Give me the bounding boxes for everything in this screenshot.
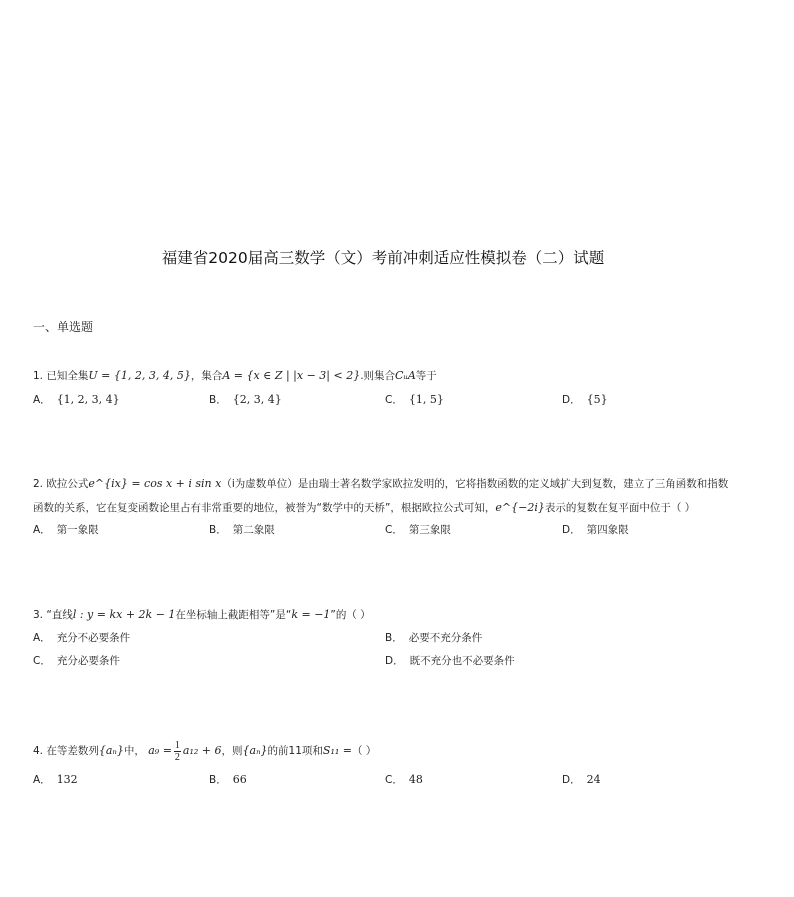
question-number: 4. [33, 745, 44, 757]
section-heading: 一、单选题 [33, 320, 94, 334]
option-text: 充分必要条件 [56, 655, 120, 667]
question-number: 3. [33, 609, 44, 621]
question-text: “直线 [46, 609, 73, 621]
question-text: 函数的关系，它在复变函数论里占有非常重要的地位，被誉为“数学中的天桥”，根据欧拉公式可知， [33, 502, 496, 514]
option-letter: D． [562, 394, 581, 406]
option-letter: D． [385, 655, 404, 667]
option-b [209, 522, 275, 537]
option-d [385, 653, 515, 668]
option-text: 66 [232, 773, 247, 786]
option-letter: B． [209, 394, 227, 406]
option-text: 24 [586, 773, 601, 786]
question-4 [33, 738, 376, 764]
question-text: ，则 [221, 745, 243, 757]
option-b [385, 630, 482, 645]
formula: CᵤA [395, 369, 416, 382]
option-text: 既不充分也不必要条件 [409, 655, 515, 667]
option-text: 第二象限 [232, 524, 275, 536]
option-text: {1, 5} [408, 393, 444, 406]
option-text: 充分不必要条件 [56, 632, 131, 644]
question-text: ”的（ ） [330, 609, 371, 621]
question-text: 在等差数列 [46, 745, 99, 757]
question-text: 中， [123, 745, 145, 757]
question-3 [33, 603, 371, 627]
question-text: （i为虚数单位）是由瑞士著名数学家欧拉发明的，它将指数函数的定义域扩大到复数，建立了三角函数和指数 [221, 478, 729, 490]
option-d [562, 772, 601, 787]
option-letter: B． [209, 774, 227, 786]
question-text: （ ） [351, 745, 377, 757]
question-text: 表示的复数在复平面中位于（ ） [544, 502, 696, 514]
option-c [385, 392, 444, 407]
question-text: 等于 [415, 370, 437, 382]
option-text: {2, 3, 4} [232, 393, 282, 406]
question-text: 的前11项和 [267, 745, 323, 757]
formula: k = −1 [291, 608, 331, 621]
formula: a₉ = [148, 744, 172, 757]
formula: {aₙ} [98, 744, 124, 757]
option-letter: B． [385, 632, 403, 644]
formula: e^{−2i} [495, 501, 545, 514]
formula: {aₙ} [242, 744, 268, 757]
option-letter: A． [33, 774, 51, 786]
option-text: {5} [586, 393, 608, 406]
option-d [562, 522, 629, 537]
question-text: .则集合 [360, 370, 396, 382]
question-text: 欧拉公式 [46, 478, 89, 490]
option-text: 第三象限 [408, 524, 451, 536]
question-text: ，集合 [190, 370, 223, 382]
question-2-line-2 [33, 496, 695, 520]
question-number: 2. [33, 478, 44, 490]
option-c [385, 772, 423, 787]
formula: a₁₂ + 6 [182, 744, 222, 757]
option-text: 132 [56, 773, 78, 786]
option-letter: C． [385, 524, 403, 536]
option-letter: C． [385, 774, 403, 786]
option-a [33, 522, 99, 537]
option-text: 48 [408, 773, 423, 786]
option-letter: D． [562, 524, 581, 536]
document-title: 福建省2020届高三数学（文）考前冲刺适应性模拟卷（二）试题 [161, 249, 605, 267]
formula: U = {1, 2, 3, 4, 5} [88, 369, 191, 382]
question-number: 1. [33, 370, 44, 382]
option-b [209, 772, 247, 787]
option-text: {1, 2, 3, 4} [56, 393, 120, 406]
option-text: 第四象限 [586, 524, 629, 536]
option-d [562, 392, 608, 407]
option-text: 第一象限 [56, 524, 99, 536]
option-c [33, 653, 120, 668]
formula: e^{ix} = cos x + i sin x [88, 477, 222, 490]
option-letter: A． [33, 394, 51, 406]
question-1 [33, 364, 437, 388]
formula: A = {x ∈ Z | |x − 3| < 2} [222, 369, 361, 382]
option-a [33, 772, 78, 787]
option-a [33, 630, 130, 645]
option-letter: A． [33, 632, 51, 644]
option-letter: D． [562, 774, 581, 786]
question-text: 在坐标轴上截距相等”是“ [175, 609, 292, 621]
option-c [385, 522, 451, 537]
option-text: 必要不充分条件 [408, 632, 483, 644]
fraction-denominator: 2 [174, 751, 180, 763]
formula: S₁₁ = [322, 744, 352, 757]
fraction [174, 740, 181, 763]
fraction-numerator: 1 [174, 739, 180, 751]
option-letter: C． [33, 655, 51, 667]
question-text: 已知全集 [46, 370, 89, 382]
option-a [33, 392, 120, 407]
option-b [209, 392, 282, 407]
formula: l : y = kx + 2k − 1 [72, 608, 176, 621]
option-letter: C． [385, 394, 403, 406]
option-letter: B． [209, 524, 227, 536]
option-letter: A． [33, 524, 51, 536]
question-2-line-1 [33, 472, 728, 496]
